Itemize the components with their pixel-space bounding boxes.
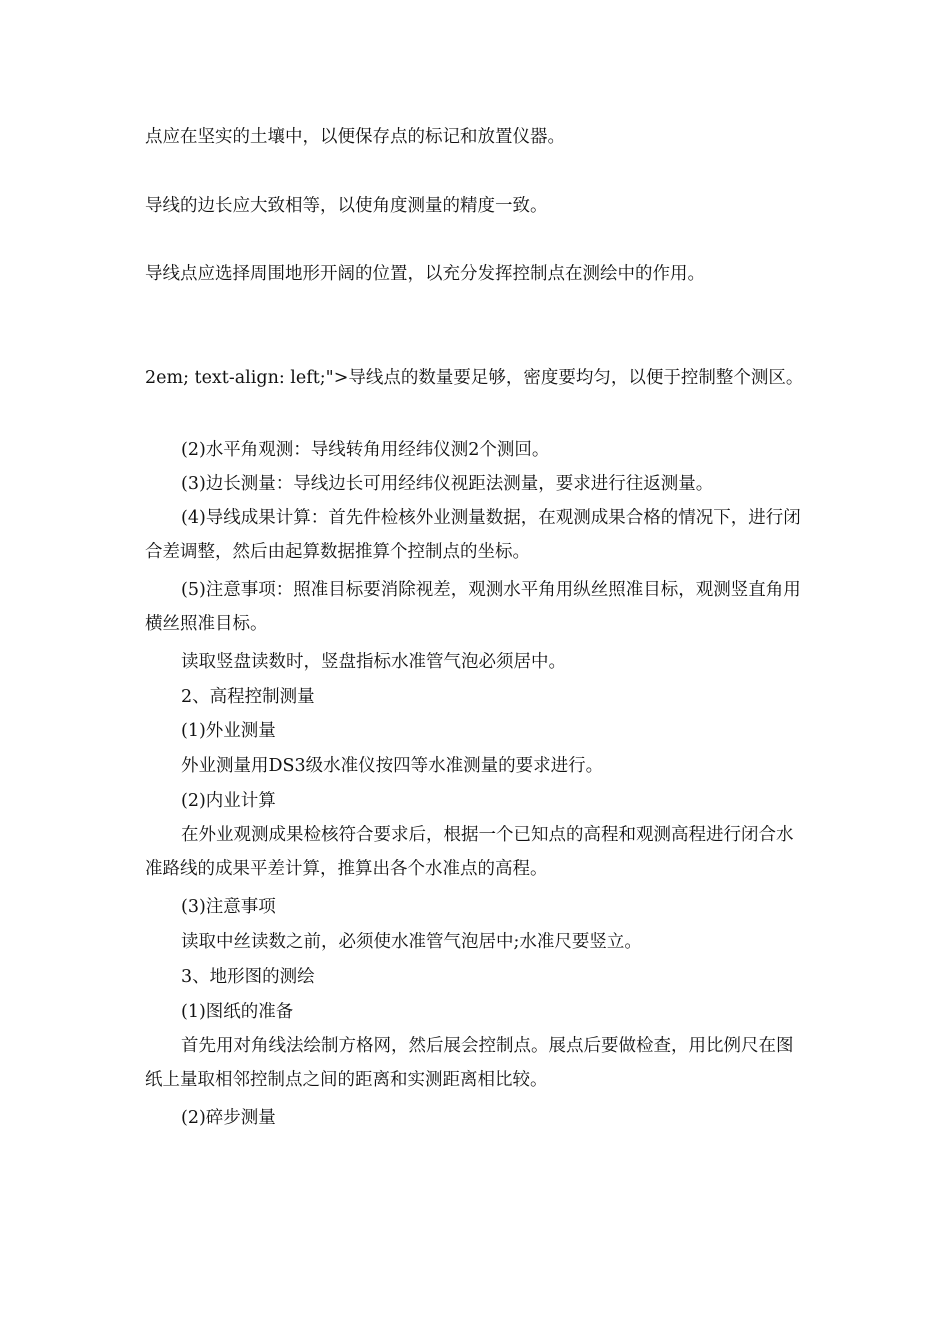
paragraph-edge-measurement: (3)边长测量：导线边长可用经纬仪视距法测量，要求进行往返测量。: [181, 474, 714, 494]
paragraph-field-measurement: 外业测量用DS3级水准仪按四等水准测量的要求进行。: [181, 756, 604, 776]
paragraph-edge-length: 导线的边长应大致相等，以使角度测量的精度一致。: [145, 196, 548, 216]
paragraph-office-computation: 在外业观测成果检核符合要求后，根据一个已知点的高程和观测高程进行闭合水准路线的成果平差计算，推算出各个水准点的高程。: [145, 825, 794, 879]
paragraph-vertical-reading: 读取竖盘读数时，竖盘指标水准管气泡必须居中。: [181, 652, 566, 672]
paragraph-point-location: 导线点应选择周围地形开阔的位置，以充分发挥控制点在测绘中的作用。: [145, 264, 705, 284]
paragraph-leveling-notes: 读取中丝读数之前，必须使水准管气泡居中;水准尺要竖立。: [181, 932, 642, 952]
paragraph-point-placement: 点应在坚实的土壤中，以便保存点的标记和放置仪器。: [145, 127, 565, 147]
heading-topographic-mapping: 3、地形图的测绘: [181, 967, 315, 987]
heading-detail-survey: (2)碎步测量: [181, 1108, 276, 1128]
paragraph-horizontal-angle: (2)水平角观测：导线转角用经纬仪测2个测回。: [181, 440, 550, 460]
heading-field-measurement: (1)外业测量: [181, 721, 276, 741]
heading-elevation-control: 2、高程控制测量: [181, 687, 315, 707]
heading-drawing-preparation: (1)图纸的准备: [181, 1002, 294, 1022]
paragraph-drawing-preparation: 首先用对角线法绘制方格网，然后展会控制点。展点后要做检查，用比例尺在图纸上量取相邻控制点之间的距离和实测距离相比较。: [145, 1036, 794, 1090]
heading-office-computation: (2)内业计算: [181, 791, 276, 811]
paragraph-traverse-computation: (4)导线成果计算：首先件检核外业测量数据，在观测成果合格的情况下，进行闭合差调整，然后由起算数据推算个控制点的坐标。: [145, 508, 801, 562]
paragraph-traverse-notes: (5)注意事项：照准目标要消除视差，观测水平角用纵丝照准目标，观测竖直角用横丝照准目标。: [145, 580, 801, 634]
heading-leveling-notes: (3)注意事项: [181, 897, 276, 917]
paragraph-point-quantity: 2em; text-align: left;">导线点的数量要足够，密度要均匀，以便于控制整个测区。: [145, 368, 804, 388]
